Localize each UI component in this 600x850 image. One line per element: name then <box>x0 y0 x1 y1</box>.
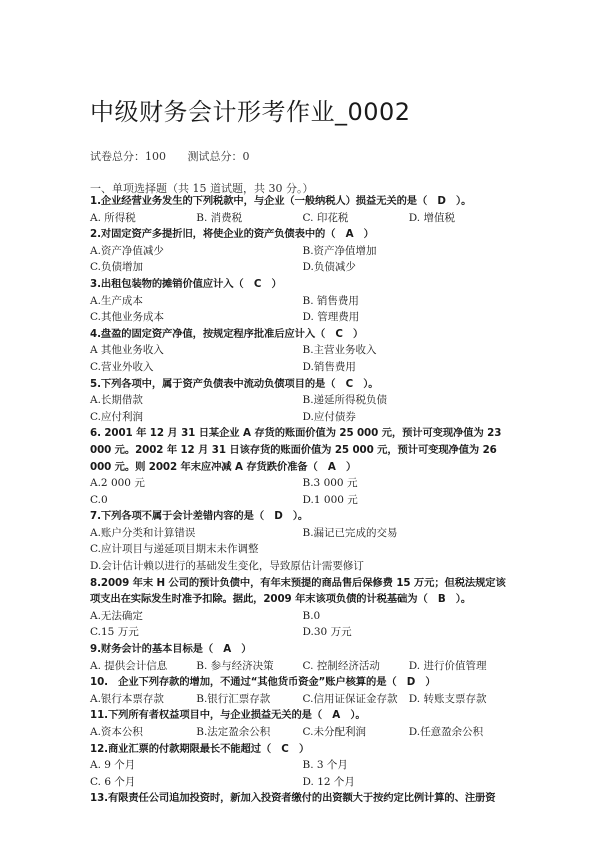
question-text: 4.盘盈的固定资产净值，按规定程序批准后应计入（ C ） <box>90 327 364 340</box>
option-b: B. 3 个月 <box>302 759 348 772</box>
option-row <box>90 492 515 509</box>
option-row <box>90 210 515 227</box>
option-row <box>90 691 515 708</box>
question-7 <box>90 508 515 574</box>
option-d: D. 增值税 <box>408 211 455 224</box>
option-row <box>90 757 515 774</box>
question-text: 7.下列各项不属于会计差错内容的是（ D ）。 <box>90 510 309 523</box>
option-c: C.未分配利润 <box>302 726 366 738</box>
option-c: C.0 <box>90 493 108 506</box>
question-list <box>90 193 515 807</box>
option-b: B.银行汇票存款 <box>196 692 271 705</box>
question-text: 10. 企业下列存款的增加，不通过“其他货币资金”账户核算的是（ D ） <box>90 676 436 689</box>
question-12 <box>90 741 515 791</box>
option-d: D.任意盈余公积 <box>408 726 484 738</box>
option-c: C.负债增加 <box>90 261 143 274</box>
option-d: D.销售费用 <box>302 360 356 373</box>
option-row <box>90 409 515 426</box>
option-b: B. 销售费用 <box>302 294 359 307</box>
option-d: D. 转账支票存款 <box>408 692 487 705</box>
option-b: B. 参与经济决策 <box>196 659 274 672</box>
option-a: A.资本公积 <box>90 726 143 738</box>
option-a: A.长期借款 <box>90 394 143 407</box>
option-c: C.15 万元 <box>90 626 139 639</box>
section-heading: 一、单项选择题（共 15 道试题，共 30 分。） <box>90 182 314 195</box>
option-b: B.法定盈余公积 <box>196 726 271 738</box>
option-a: A 其他业务收入 <box>90 344 164 357</box>
question-10 <box>90 674 515 707</box>
option-a: A.生产成本 <box>90 294 143 307</box>
option-b: B.递延所得税负债 <box>302 394 388 407</box>
question-text: 1.企业经营业务发生的下列税款中，与企业（一般纳税人）损益无关的是（ D ）。 <box>90 195 472 207</box>
option-b: B.资产净值增加 <box>302 244 377 257</box>
option-c: C. 控制经济活动 <box>302 659 380 672</box>
question-3 <box>90 276 515 326</box>
question-text: 12.商业汇票的付款期限最长不能超过（ C ） <box>90 742 310 755</box>
question-1 <box>90 193 515 226</box>
option-c: C.营业外收入 <box>90 360 154 373</box>
option-a: A. 9 个月 <box>90 759 136 772</box>
question-text: 2.对固定资产多提折旧，将使企业的资产负债表中的（ A ） <box>90 228 374 241</box>
option-row <box>90 309 515 326</box>
option-a: A.银行本票存款 <box>90 692 164 705</box>
option-a: A. 提供会计信息 <box>90 659 168 672</box>
option-row <box>90 342 515 359</box>
question-2 <box>90 226 515 276</box>
option-b: B.漏记已完成的交易 <box>302 526 398 539</box>
option-row <box>90 525 515 542</box>
question-4 <box>90 326 515 376</box>
option-row <box>90 293 515 310</box>
option-a: A.无法确定 <box>90 609 143 622</box>
question-text: 6. 2001 年 12 月 31 日某企业 A 存货的账面价值为 25 000 元，预计可变现净值为 23 000 元。2002 年 12 月 31 日该存货的账面价值为 25 000 元，预计可变现净值为 26 000 元。则 2002 年末应冲减 A 存货跌价准备（ A ） <box>90 427 502 473</box>
option-d: D. 管理费用 <box>302 311 360 324</box>
option-d: D. 进行价值管理 <box>408 659 487 672</box>
question-text: 13.有限责任公司追加投资时，新加入投资者缴付的出资额大于按约定比例计算的、注册资 <box>90 792 496 805</box>
question-text: 9.财务会计的基本目标是（ A ） <box>90 643 252 656</box>
option-row <box>90 774 515 791</box>
option-row <box>90 475 515 492</box>
option-row <box>90 724 515 741</box>
option-d: D. 12 个月 <box>302 775 355 788</box>
question-8 <box>90 575 515 641</box>
question-text: 11.下列所有者权益项目中，与企业损益无关的是（ A ）。 <box>90 709 366 722</box>
option-row <box>90 259 515 276</box>
question-text: 8.2009 年末 H 公司的预计负债中，有年末预提的商品售后保修费 15 万元；但税法规定该项支出在实际发生时准予扣除。据此，2009 年末该项负债的计税基础为（ B ）。 <box>90 576 506 606</box>
option-c: C.应计项目与递延项目期末未作调整 <box>90 543 259 556</box>
option-row <box>90 624 515 641</box>
question-text: 3.出租包装物的摊销价值应计入（ C ） <box>90 277 282 290</box>
option-row <box>90 608 515 625</box>
option-a: A. 所得税 <box>90 211 136 224</box>
option-c: C. 6 个月 <box>90 775 136 788</box>
option-row <box>90 359 515 376</box>
option-b: B.主营业务收入 <box>302 344 377 357</box>
score-summary <box>90 148 250 164</box>
option-d: D.会计估计赖以进行的基础发生变化，导致原估计需要修订 <box>90 560 364 573</box>
option-c: C.信用证保证金存款 <box>302 692 398 705</box>
option-b: B.0 <box>302 609 321 622</box>
question-11 <box>90 707 515 740</box>
question-6 <box>90 425 515 508</box>
option-a: A.资产净值减少 <box>90 244 164 257</box>
option-row <box>90 658 515 675</box>
option-d: D.应付债券 <box>302 410 356 423</box>
option-d: D.负债减少 <box>302 261 356 274</box>
question-13 <box>90 790 515 807</box>
option-b: B. 消费税 <box>196 211 243 224</box>
option-c: C. 印花税 <box>302 211 349 224</box>
question-text: 5.下列各项中，属于资产负债表中流动负债项目的是（ C ）。 <box>90 377 379 390</box>
option-d: D.30 万元 <box>302 626 352 639</box>
question-5 <box>90 376 515 426</box>
option-a: A.2 000 元 <box>90 477 145 490</box>
option-row <box>90 392 515 409</box>
option-c: C.其他业务成本 <box>90 311 164 324</box>
question-9 <box>90 641 515 674</box>
page-title: 中级财务会计形考作业_0002 <box>90 98 411 126</box>
option-a: A.账户分类和计算错误 <box>90 526 196 539</box>
option-row <box>90 243 515 260</box>
option-c: C.应付利润 <box>90 410 143 423</box>
option-b: B.3 000 元 <box>302 477 358 490</box>
option-d: D.1 000 元 <box>302 493 358 506</box>
paper-total-score: 试卷总分：100 <box>90 150 166 163</box>
test-total-score: 测试总分：0 <box>187 150 250 163</box>
